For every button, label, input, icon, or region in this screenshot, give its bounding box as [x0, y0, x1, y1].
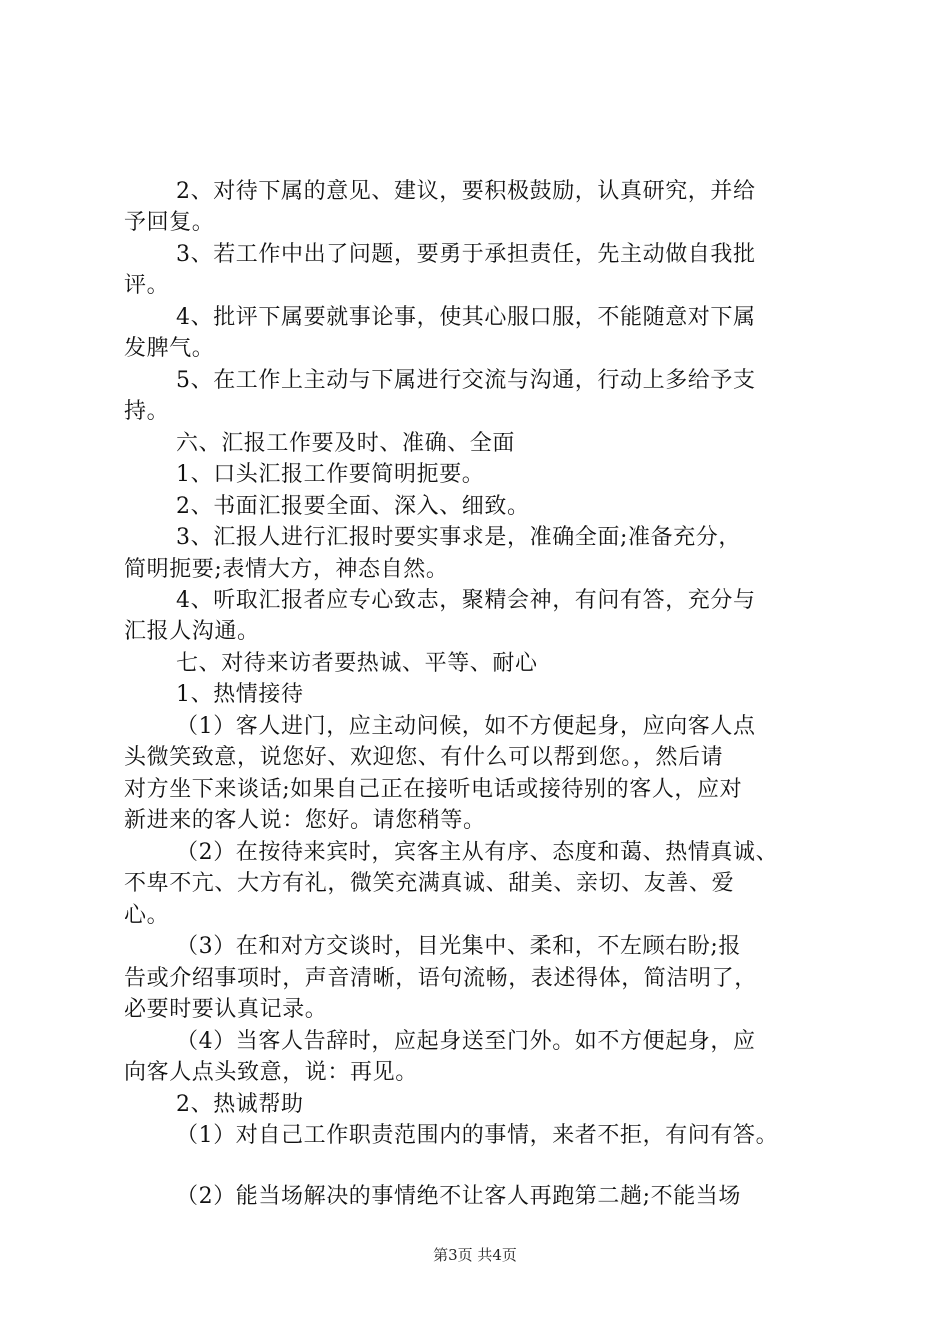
text-line: （2）在按待来宾时，宾客主从有序、态度和蔼、热情真诚、	[176, 840, 779, 865]
subsection-heading: 2、热诚帮助	[176, 1092, 304, 1117]
text-line: 心。	[124, 903, 170, 928]
text-line: 1、口头汇报工作要简明扼要。	[176, 462, 485, 487]
text-line: （1）客人进门，应主动问候，如不方便起身，应向客人点	[176, 714, 756, 739]
text-line: 3、汇报人进行汇报时要实事求是，准确全面;准备充分，	[176, 525, 742, 550]
text-line: 4、批评下属要就事论事，使其心服口服，不能随意对下属	[176, 305, 756, 330]
text-line: 必要时要认真记录。	[124, 997, 328, 1022]
subsection-heading: 1、热情接待	[176, 682, 304, 707]
text-line: 汇报人沟通。	[124, 619, 260, 644]
text-line: 予回复。	[124, 210, 215, 235]
section-heading: 六、汇报工作要及时、准确、全面	[176, 431, 516, 456]
section-heading: 七、对待来访者要热诚、平等、耐心	[176, 651, 538, 676]
text-line: 简明扼要;表情大方，神态自然。	[124, 557, 449, 582]
page-number-footer: 第3页 共4页	[433, 1246, 517, 1264]
text-line: （3）在和对方交谈时，目光集中、柔和，不左顾右盼;报	[176, 934, 742, 959]
text-line: 2、书面汇报要全面、深入、细致。	[176, 494, 530, 519]
text-line: 头微笑致意，说您好、欢迎您、有什么可以帮到您。，然后请	[124, 745, 724, 770]
text-line: 评。	[124, 273, 170, 298]
text-line: 5、在工作上主动与下属进行交流与沟通，行动上多给予支	[176, 368, 756, 393]
text-line: （1）对自己工作职责范围内的事情，来者不拒，有问有答。	[176, 1123, 779, 1148]
text-line: 4、听取汇报者应专心致志，聚精会神，有问有答，充分与	[176, 588, 756, 613]
text-line: 告或介绍事项时，声音清晰，语句流畅，表述得体，简洁明了，	[124, 966, 757, 991]
text-line: 3、若工作中出了问题，要勇于承担责任，先主动做自我批	[176, 242, 756, 267]
text-line: 持。	[124, 399, 170, 424]
text-line: 向客人点头致意，说：再见。	[124, 1060, 418, 1085]
text-line: 不卑不亢、大方有礼，微笑充满真诚、甜美、亲切、友善、爱	[124, 871, 735, 896]
text-line: 2、对待下属的意见、建议，要积极鼓励，认真研究，并给	[176, 179, 756, 204]
text-line: 对方坐下来谈话;如果自己正在接听电话或接待别的客人，应对	[124, 777, 743, 802]
text-line: 发脾气。	[124, 336, 215, 361]
text-line: （4）当客人告辞时，应起身送至门外。如不方便起身，应	[176, 1029, 756, 1054]
text-line: 新进来的客人说：您好。请您稍等。	[124, 808, 486, 833]
text-line: （2）能当场解决的事情绝不让客人再跑第二趟;不能当场	[176, 1184, 742, 1209]
